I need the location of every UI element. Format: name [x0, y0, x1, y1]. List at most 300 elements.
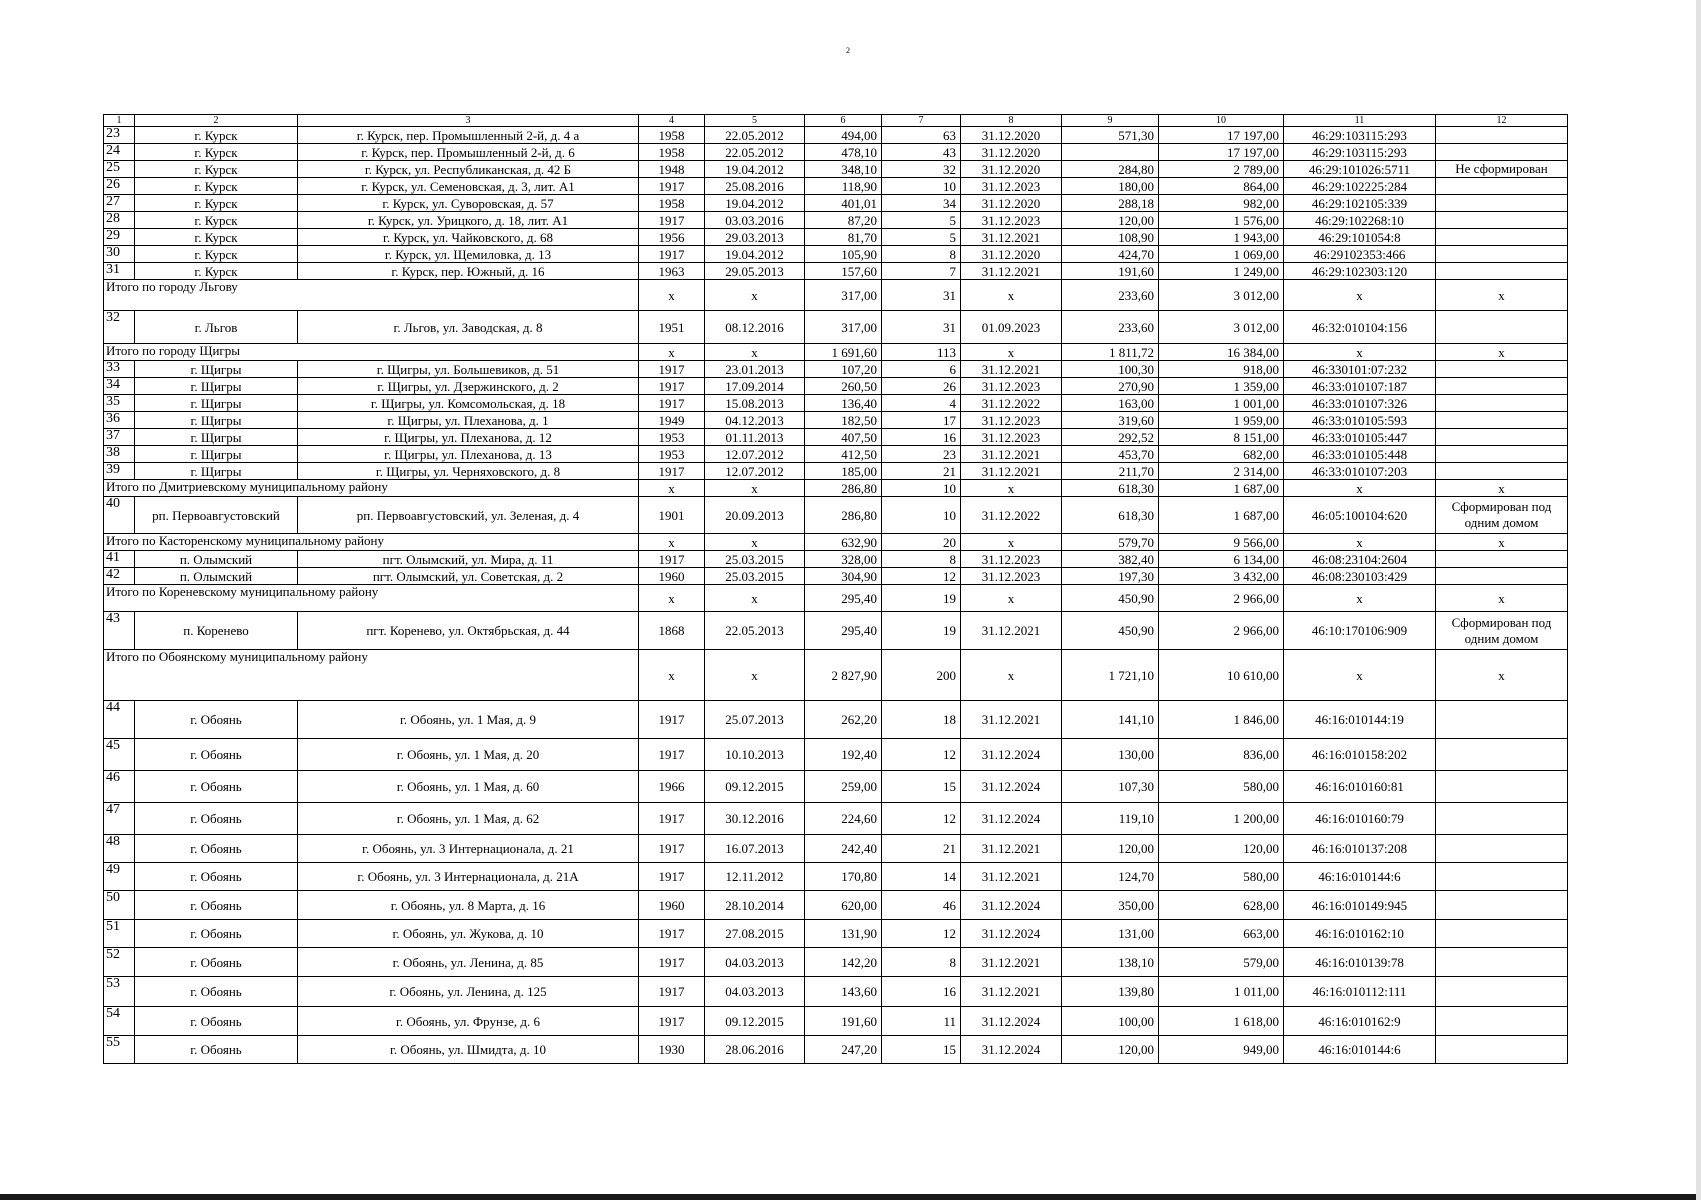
note	[1436, 948, 1568, 977]
total-cadastral: х	[1284, 480, 1436, 497]
cost-value: 1 011,00	[1159, 977, 1284, 1007]
area-value: 192,40	[805, 739, 882, 771]
row-number: 38	[104, 446, 135, 463]
build-year: 1917	[639, 948, 705, 977]
area-new-value: 450,90	[1062, 612, 1159, 650]
scan-edge	[0, 1194, 1701, 1200]
table-row	[104, 127, 1568, 144]
total-area-new: 233,60	[1062, 280, 1159, 311]
locality: г. Курск	[135, 144, 298, 161]
note	[1436, 144, 1568, 161]
table-row	[104, 195, 1568, 212]
row-number: 37	[104, 429, 135, 446]
total-deadline: х	[961, 280, 1062, 311]
cost-value: 6 134,00	[1159, 551, 1284, 568]
build-year: 1958	[639, 195, 705, 212]
area-value: 478,10	[805, 144, 882, 161]
note	[1436, 378, 1568, 395]
area-new-value: 139,80	[1062, 977, 1159, 1007]
cadastral-number: 46:33:010105:448	[1284, 446, 1436, 463]
cost-value: 2 314,00	[1159, 463, 1284, 480]
relocation-deadline: 31.12.2020	[961, 195, 1062, 212]
relocation-deadline: 31.12.2021	[961, 263, 1062, 280]
address: г. Щигры, ул. Плеханова, д. 12	[298, 429, 639, 446]
row-number: 33	[104, 361, 135, 378]
note	[1436, 212, 1568, 229]
cost-value: 17 197,00	[1159, 127, 1284, 144]
cadastral-number: 46:29:102303:120	[1284, 263, 1436, 280]
relocation-deadline: 31.12.2020	[961, 246, 1062, 263]
area-new-value: 120,00	[1062, 1036, 1159, 1064]
note	[1436, 395, 1568, 412]
relocation-deadline: 31.12.2022	[961, 395, 1062, 412]
area-value: 131,90	[805, 920, 882, 948]
column-number: 2	[135, 115, 298, 127]
total-deadline: х	[961, 650, 1062, 701]
area-value: 304,90	[805, 568, 882, 585]
residents-count: 23	[882, 446, 961, 463]
area-new-value: 284,80	[1062, 161, 1159, 178]
subtotal-row	[104, 280, 1568, 311]
registration-date: 04.12.2013	[705, 412, 805, 429]
build-year: 1917	[639, 863, 705, 891]
cost-value: 1 249,00	[1159, 263, 1284, 280]
area-new-value: 180,00	[1062, 178, 1159, 195]
locality: г. Щигры	[135, 412, 298, 429]
table-row	[104, 178, 1568, 195]
registration-date: 25.07.2013	[705, 701, 805, 739]
cadastral-number: 46:05:100104:620	[1284, 497, 1436, 534]
area-new-value: 108,90	[1062, 229, 1159, 246]
row-number: 52	[104, 948, 135, 977]
address: г. Обоянь, ул. Ленина, д. 85	[298, 948, 639, 977]
cadastral-number: 46:29102353:466	[1284, 246, 1436, 263]
address: г. Льгов, ул. Заводская, д. 8	[298, 311, 639, 344]
subtotal-label: Итого по Касторенскому муниципальному району	[104, 534, 639, 551]
registration-date: 04.03.2013	[705, 977, 805, 1007]
cadastral-number: 46:33:010105:593	[1284, 412, 1436, 429]
table-body	[104, 115, 1568, 1064]
address: г. Курск, пер. Промышленный 2-й, д. 4 а	[298, 127, 639, 144]
registration-date: 19.04.2012	[705, 195, 805, 212]
table-row	[104, 144, 1568, 161]
address: г. Обоянь, ул. Жукова, д. 10	[298, 920, 639, 948]
locality: п. Олымский	[135, 551, 298, 568]
area-new-value: 453,70	[1062, 446, 1159, 463]
cost-value: 1 846,00	[1159, 701, 1284, 739]
subtotal-row	[104, 534, 1568, 551]
relocation-deadline: 31.12.2024	[961, 1007, 1062, 1036]
row-number: 40	[104, 497, 135, 534]
relocation-deadline: 31.12.2022	[961, 497, 1062, 534]
registration-date: 29.03.2013	[705, 229, 805, 246]
cost-value: 1 943,00	[1159, 229, 1284, 246]
residents-count: 10	[882, 497, 961, 534]
total-cost: 16 384,00	[1159, 344, 1284, 361]
area-value: 401,01	[805, 195, 882, 212]
table-row	[104, 463, 1568, 480]
cadastral-number: 46:330101:07:232	[1284, 361, 1436, 378]
cadastral-number: 46:08:230103:429	[1284, 568, 1436, 585]
cost-value: 836,00	[1159, 739, 1284, 771]
area-value: 142,20	[805, 948, 882, 977]
column-number: 11	[1284, 115, 1436, 127]
residents-count: 21	[882, 835, 961, 863]
subtotal-label: Итого по городу Щигры	[104, 344, 639, 361]
area-new-value: 571,30	[1062, 127, 1159, 144]
total-registration-date: х	[705, 585, 805, 612]
relocation-deadline: 31.12.2024	[961, 739, 1062, 771]
build-year: 1917	[639, 463, 705, 480]
note	[1436, 891, 1568, 920]
note	[1436, 311, 1568, 344]
area-value: 107,20	[805, 361, 882, 378]
area-value: 157,60	[805, 263, 882, 280]
total-residents: 31	[882, 280, 961, 311]
address: г. Курск, ул. Республиканская, д. 42 Б	[298, 161, 639, 178]
table-row	[104, 891, 1568, 920]
note	[1436, 263, 1568, 280]
locality: г. Курск	[135, 212, 298, 229]
total-registration-date: х	[705, 280, 805, 311]
column-number: 10	[1159, 115, 1284, 127]
address: г. Курск, ул. Суворовская, д. 57	[298, 195, 639, 212]
registration-date: 08.12.2016	[705, 311, 805, 344]
note	[1436, 920, 1568, 948]
total-note: х	[1436, 480, 1568, 497]
table-row	[104, 412, 1568, 429]
relocation-deadline: 31.12.2023	[961, 178, 1062, 195]
area-value: 136,40	[805, 395, 882, 412]
cadastral-number: 46:08:23104:2604	[1284, 551, 1436, 568]
area-new-value: 163,00	[1062, 395, 1159, 412]
locality: г. Обоянь	[135, 739, 298, 771]
build-year: 1917	[639, 920, 705, 948]
relocation-deadline: 31.12.2021	[961, 701, 1062, 739]
total-area: 632,90	[805, 534, 882, 551]
locality: г. Обоянь	[135, 803, 298, 835]
area-value: 247,20	[805, 1036, 882, 1064]
table-row	[104, 1036, 1568, 1064]
row-number: 35	[104, 395, 135, 412]
note	[1436, 463, 1568, 480]
registration-date: 12.07.2012	[705, 463, 805, 480]
total-area-new: 618,30	[1062, 480, 1159, 497]
build-year: 1949	[639, 412, 705, 429]
total-cost: 10 610,00	[1159, 650, 1284, 701]
note	[1436, 771, 1568, 803]
registration-date: 20.09.2013	[705, 497, 805, 534]
row-number: 47	[104, 803, 135, 835]
residents-count: 12	[882, 568, 961, 585]
table-row	[104, 212, 1568, 229]
area-new-value: 191,60	[1062, 263, 1159, 280]
area-value: 328,00	[805, 551, 882, 568]
row-number: 39	[104, 463, 135, 480]
registration-date: 10.10.2013	[705, 739, 805, 771]
area-new-value: 288,18	[1062, 195, 1159, 212]
total-deadline: х	[961, 585, 1062, 612]
column-number-row	[104, 115, 1568, 127]
total-note: х	[1436, 534, 1568, 551]
note	[1436, 701, 1568, 739]
relocation-deadline: 31.12.2021	[961, 863, 1062, 891]
relocation-deadline: 31.12.2024	[961, 771, 1062, 803]
address: г. Курск, ул. Щемиловка, д. 13	[298, 246, 639, 263]
locality: г. Обоянь	[135, 771, 298, 803]
row-number: 34	[104, 378, 135, 395]
note	[1436, 178, 1568, 195]
row-number: 46	[104, 771, 135, 803]
relocation-deadline: 31.12.2023	[961, 378, 1062, 395]
table-row	[104, 378, 1568, 395]
area-value: 262,20	[805, 701, 882, 739]
area-value: 412,50	[805, 446, 882, 463]
registration-date: 09.12.2015	[705, 1007, 805, 1036]
area-value: 170,80	[805, 863, 882, 891]
row-number: 54	[104, 1007, 135, 1036]
area-value: 182,50	[805, 412, 882, 429]
area-new-value: 124,70	[1062, 863, 1159, 891]
locality: г. Обоянь	[135, 948, 298, 977]
locality: г. Обоянь	[135, 977, 298, 1007]
cadastral-number: 46:29:103115:293	[1284, 144, 1436, 161]
address: г. Щигры, ул. Плеханова, д. 1	[298, 412, 639, 429]
residents-count: 34	[882, 195, 961, 212]
note: Не сформирован	[1436, 161, 1568, 178]
area-value: 242,40	[805, 835, 882, 863]
address: г. Обоянь, ул. 1 Мая, д. 20	[298, 739, 639, 771]
address: г. Курск, пер. Южный, д. 16	[298, 263, 639, 280]
area-new-value: 107,30	[1062, 771, 1159, 803]
column-number: 1	[104, 115, 135, 127]
relocation-deadline: 31.12.2024	[961, 920, 1062, 948]
cost-value: 2 966,00	[1159, 612, 1284, 650]
build-year: 1951	[639, 311, 705, 344]
residents-count: 12	[882, 920, 961, 948]
registration-date: 28.10.2014	[705, 891, 805, 920]
locality: г. Обоянь	[135, 891, 298, 920]
address: г. Обоянь, ул. 1 Мая, д. 62	[298, 803, 639, 835]
registration-date: 16.07.2013	[705, 835, 805, 863]
row-number: 51	[104, 920, 135, 948]
build-year: 1953	[639, 446, 705, 463]
residents-count: 8	[882, 948, 961, 977]
column-number: 4	[639, 115, 705, 127]
table-row	[104, 739, 1568, 771]
relocation-deadline: 31.12.2023	[961, 412, 1062, 429]
note	[1436, 551, 1568, 568]
registration-date: 28.06.2016	[705, 1036, 805, 1064]
area-value: 105,90	[805, 246, 882, 263]
area-value: 295,40	[805, 612, 882, 650]
area-new-value: 141,10	[1062, 701, 1159, 739]
cost-value: 1 576,00	[1159, 212, 1284, 229]
note	[1436, 1036, 1568, 1064]
table-row	[104, 246, 1568, 263]
note	[1436, 429, 1568, 446]
cost-value: 1 001,00	[1159, 395, 1284, 412]
cost-value: 580,00	[1159, 771, 1284, 803]
build-year: 1917	[639, 378, 705, 395]
note	[1436, 568, 1568, 585]
build-year: 1917	[639, 551, 705, 568]
residents-count: 15	[882, 771, 961, 803]
table-row	[104, 920, 1568, 948]
total-note: х	[1436, 344, 1568, 361]
table-row	[104, 948, 1568, 977]
table-row	[104, 612, 1568, 650]
residents-count: 12	[882, 739, 961, 771]
locality: г. Щигры	[135, 446, 298, 463]
cost-value: 579,00	[1159, 948, 1284, 977]
address: г. Щигры, ул. Черняховского, д. 8	[298, 463, 639, 480]
residents-count: 63	[882, 127, 961, 144]
area-value: 407,50	[805, 429, 882, 446]
cost-value: 580,00	[1159, 863, 1284, 891]
subtotal-row	[104, 585, 1568, 612]
residents-count: 5	[882, 229, 961, 246]
build-year: 1917	[639, 739, 705, 771]
cadastral-number: 46:16:010144:19	[1284, 701, 1436, 739]
total-cadastral: х	[1284, 344, 1436, 361]
build-year: 1917	[639, 977, 705, 1007]
row-number: 41	[104, 551, 135, 568]
table-row	[104, 263, 1568, 280]
note	[1436, 835, 1568, 863]
locality: г. Курск	[135, 127, 298, 144]
relocation-deadline: 31.12.2024	[961, 891, 1062, 920]
cost-value: 864,00	[1159, 178, 1284, 195]
registration-date: 04.03.2013	[705, 948, 805, 977]
row-number: 44	[104, 701, 135, 739]
relocation-deadline: 31.12.2021	[961, 835, 1062, 863]
note	[1436, 803, 1568, 835]
total-deadline: х	[961, 534, 1062, 551]
locality: г. Курск	[135, 195, 298, 212]
area-new-value: 131,00	[1062, 920, 1159, 948]
locality: г. Щигры	[135, 395, 298, 412]
area-value: 87,20	[805, 212, 882, 229]
residents-count: 7	[882, 263, 961, 280]
address: г. Обоянь, ул. Шмидта, д. 10	[298, 1036, 639, 1064]
residents-count: 10	[882, 178, 961, 195]
total-cadastral: х	[1284, 585, 1436, 612]
area-new-value: 233,60	[1062, 311, 1159, 344]
total-residents: 200	[882, 650, 961, 701]
total-area-new: 579,70	[1062, 534, 1159, 551]
area-value: 259,00	[805, 771, 882, 803]
cost-value: 663,00	[1159, 920, 1284, 948]
relocation-deadline: 31.12.2021	[961, 446, 1062, 463]
table-row	[104, 311, 1568, 344]
row-number: 28	[104, 212, 135, 229]
locality: г. Курск	[135, 161, 298, 178]
relocation-deadline: 31.12.2024	[961, 803, 1062, 835]
area-value: 143,60	[805, 977, 882, 1007]
build-year: 1956	[639, 229, 705, 246]
area-value: 81,70	[805, 229, 882, 246]
area-new-value: 138,10	[1062, 948, 1159, 977]
area-new-value: 382,40	[1062, 551, 1159, 568]
total-cost: 9 566,00	[1159, 534, 1284, 551]
relocation-deadline: 31.12.2021	[961, 361, 1062, 378]
registration-date: 30.12.2016	[705, 803, 805, 835]
registration-date: 22.05.2012	[705, 144, 805, 161]
note	[1436, 739, 1568, 771]
cadastral-number: 46:29:101054:8	[1284, 229, 1436, 246]
area-value: 620,00	[805, 891, 882, 920]
build-year: 1917	[639, 178, 705, 195]
row-number: 31	[104, 263, 135, 280]
registration-date: 09.12.2015	[705, 771, 805, 803]
area-value: 348,10	[805, 161, 882, 178]
note	[1436, 412, 1568, 429]
row-number: 29	[104, 229, 135, 246]
locality: г. Курск	[135, 246, 298, 263]
row-number: 23	[104, 127, 135, 144]
cadastral-number: 46:33:010107:326	[1284, 395, 1436, 412]
address: г. Курск, пер. Промышленный 2-й, д. 6	[298, 144, 639, 161]
cadastral-number: 46:16:010149:945	[1284, 891, 1436, 920]
total-cost: 2 966,00	[1159, 585, 1284, 612]
area-value: 118,90	[805, 178, 882, 195]
area-value: 286,80	[805, 497, 882, 534]
total-cost: 1 687,00	[1159, 480, 1284, 497]
residents-count: 31	[882, 311, 961, 344]
residents-count: 26	[882, 378, 961, 395]
subtotal-row	[104, 650, 1568, 701]
build-year: 1917	[639, 1007, 705, 1036]
build-year: 1868	[639, 612, 705, 650]
relocation-deadline: 31.12.2023	[961, 551, 1062, 568]
total-residents: 113	[882, 344, 961, 361]
cost-value: 949,00	[1159, 1036, 1284, 1064]
cadastral-number: 46:33:010105:447	[1284, 429, 1436, 446]
table-row	[104, 863, 1568, 891]
locality: г. Обоянь	[135, 1007, 298, 1036]
total-residents: 10	[882, 480, 961, 497]
row-number: 42	[104, 568, 135, 585]
relocation-deadline: 01.09.2023	[961, 311, 1062, 344]
total-cost: 3 012,00	[1159, 280, 1284, 311]
total-note: х	[1436, 280, 1568, 311]
total-area: 2 827,90	[805, 650, 882, 701]
registration-date: 12.07.2012	[705, 446, 805, 463]
subtotal-label: Итого по городу Льгову	[104, 280, 639, 311]
area-new-value: 100,30	[1062, 361, 1159, 378]
area-new-value	[1062, 144, 1159, 161]
note	[1436, 1007, 1568, 1036]
table-row	[104, 161, 1568, 178]
note: Сформирован под одним домом	[1436, 497, 1568, 534]
column-number: 3	[298, 115, 639, 127]
row-number: 25	[104, 161, 135, 178]
table-row	[104, 395, 1568, 412]
cost-value: 1 618,00	[1159, 1007, 1284, 1036]
area-new-value: 319,60	[1062, 412, 1159, 429]
address: г. Обоянь, ул. 3 Интернационала, д. 21А	[298, 863, 639, 891]
address: г. Щигры, ул. Дзержинского, д. 2	[298, 378, 639, 395]
note	[1436, 361, 1568, 378]
total-residents: 20	[882, 534, 961, 551]
cost-value: 1 069,00	[1159, 246, 1284, 263]
relocation-deadline: 31.12.2023	[961, 212, 1062, 229]
cadastral-number: 46:29:102225:284	[1284, 178, 1436, 195]
residents-count: 14	[882, 863, 961, 891]
address: г. Обоянь, ул. 8 Марта, д. 16	[298, 891, 639, 920]
subtotal-label: Итого по Кореневскому муниципальному району	[104, 585, 639, 612]
